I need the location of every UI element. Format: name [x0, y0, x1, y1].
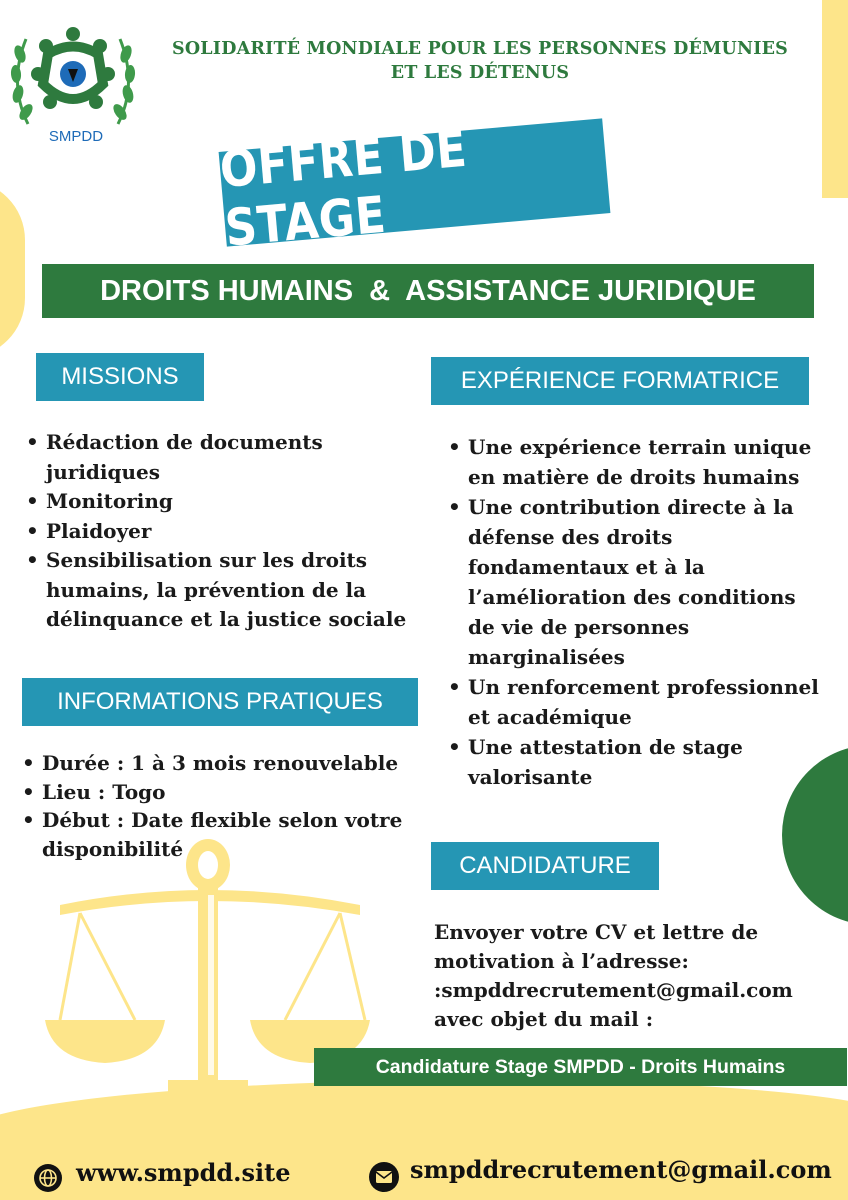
- practical-info-list: [18, 749, 428, 863]
- experience-heading: EXPÉRIENCE FORMATRICE: [431, 357, 809, 405]
- list-item: • Monitoring: [22, 487, 422, 517]
- list-item: • Une expérience terrain unique en matière de droits humains: [444, 432, 824, 492]
- list-item: • Durée : 1 à 3 mois renouvelable: [18, 749, 428, 778]
- candidature-line: motivation à l’adresse:: [434, 949, 689, 973]
- page-title: OFFRE DE STAGE: [217, 119, 470, 258]
- organization-name: [140, 37, 820, 85]
- candidature-line: Envoyer votre CV et lettre de: [434, 920, 759, 944]
- candidature-heading: CANDIDATURE: [431, 842, 659, 890]
- envelope-icon: [368, 1161, 400, 1193]
- internship-subject: DROITS HUMAINS & ASSISTANCE JURIDIQUE: [100, 274, 756, 307]
- logo-text: SMPDD: [48, 128, 104, 145]
- website-link[interactable]: www.smpdd.site: [76, 1158, 291, 1187]
- list-item: • Un renforcement professionnel et académique: [444, 672, 824, 732]
- subject-banner: [42, 264, 814, 318]
- candidature-instructions: [434, 918, 839, 1034]
- mail-subject-banner: [314, 1048, 847, 1086]
- mail-subject: Candidature Stage SMPDD - Droits Humains: [375, 1055, 786, 1078]
- candidature-line: avec objet du mail :: [434, 1007, 654, 1031]
- globe-icon: [33, 1163, 63, 1193]
- decorative-yellow-bar: [822, 0, 848, 198]
- offer-banner: [217, 118, 611, 258]
- list-item: • Plaidoyer: [22, 517, 422, 547]
- list-item: • Sensibilisation sur les droits humains, la prévention de la délinquance et la justice sociale: [22, 546, 422, 635]
- candidature-email[interactable]: :smpddrecrutement@gmail.com: [434, 978, 793, 1002]
- scales-of-justice-icon: [40, 835, 380, 1135]
- list-item: • Début : Date flexible selon votre disponibilité: [18, 806, 428, 863]
- missions-list: [22, 428, 422, 635]
- practical-info-heading: INFORMATIONS PRATIQUES: [22, 678, 418, 726]
- list-item: • Une contribution directe à la défense des droits fondamentaux et à la l’amélioration des conditions de vie de personnes marginalisées: [444, 492, 824, 672]
- missions-heading: MISSIONS: [36, 353, 204, 401]
- list-item: • Lieu : Togo: [18, 778, 428, 807]
- decorative-yellow-blob: [0, 180, 25, 358]
- organization-name-line2: ET LES DÉTENUS: [390, 63, 570, 83]
- footer-email-link[interactable]: smpddrecrutement@gmail.com: [410, 1155, 832, 1184]
- experience-list: [444, 432, 824, 792]
- list-item: • Rédaction de documents juridiques: [22, 428, 422, 487]
- organization-name-line1: SOLIDARITÉ MONDIALE POUR LES PERSONNES DÉMUNIES: [172, 39, 788, 59]
- list-item: • Une attestation de stage valorisante: [444, 732, 824, 792]
